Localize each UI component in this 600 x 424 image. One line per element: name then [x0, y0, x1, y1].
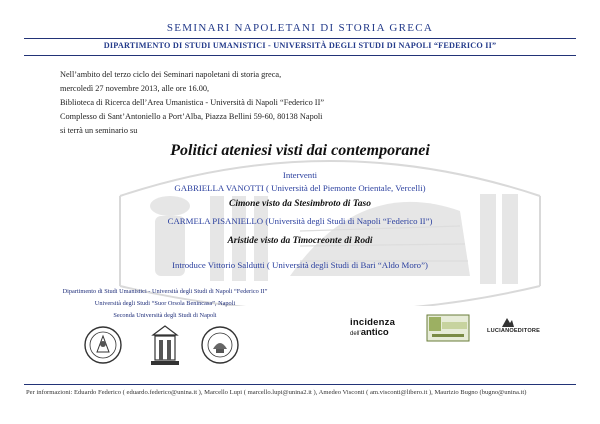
incidenza-logo-subline: dell’antico	[350, 327, 389, 338]
contact-information: Per informazioni: Eduardo Federico ( eduardo.federico@unina.it ), Marcello Lupi ( marcello.lupi@unina2.it ), Amedeo Visconti ( am.visconti@libero.it ), Maurizio Bugno (bugno@unina.it)	[26, 389, 527, 396]
seminar-title: Politici ateniesi visti dai contemporanei	[170, 142, 430, 159]
seminar-intro	[60, 68, 550, 138]
footer-rule	[24, 384, 576, 385]
header-rule-bottom	[24, 55, 576, 56]
suor-orsola-emblem-icon	[149, 323, 181, 367]
header-rule-top	[24, 38, 576, 39]
seconda-universita-seal-icon	[200, 325, 240, 365]
luciano-editore-mark-icon	[501, 316, 515, 328]
institution-federico-ii: Dipartimento di Studi Umanistici - Università degli Studi di Napoli “Federico II”	[62, 288, 268, 295]
intro-line-context: Nell’ambito del terzo ciclo dei Seminari napoletani di storia greca,	[60, 70, 282, 79]
luciano-editore-wordmark: LUCIANOEDITORE	[487, 328, 541, 334]
institution-seconda-universita: Seconda Università degli Studi di Napoli	[113, 312, 217, 319]
luciano-editore-logo	[487, 316, 547, 334]
institution-suor-orsola: Università degli Studi “Suor Orsola Benincasa”, Napoli	[94, 300, 236, 307]
incidenza-logo-word: incidenza	[350, 317, 396, 328]
federico-ii-seal-icon	[83, 325, 123, 365]
intro-line-venue: Biblioteca di Ricerca dell’Area Umanistica - Università di Napoli “Federico II”	[60, 98, 325, 107]
talk-aristide: Aristide visto da Timocreonte di Rodi	[227, 236, 373, 246]
intro-line-announcement: si terrà un seminario su	[60, 126, 138, 135]
seminar-series-title: SEMINARI NAPOLETANI DI STORIA GRECA	[166, 22, 434, 34]
intro-line-address: Complesso di Sant’Antoniello a Port’Alba, Piazza Bellini 59-60, 80138 Napoli	[60, 112, 323, 121]
speaker-pisaniello: CARMELA PISANIELLO (Università degli Studi di Napoli “Federico II”)	[167, 216, 433, 226]
speaker-vanotti: GABRIELLA VANOTTI ( Università del Piemonte Orientale, Vercelli)	[174, 183, 426, 193]
publisher-mark-icon	[426, 314, 470, 342]
interventi-label: Interventi	[282, 170, 318, 180]
introduction-saldutti: Introduce Vittorio Saldutti ( Università degli Studi di Bari “Aldo Moro”)	[172, 260, 428, 270]
talk-cimone: Cimone visto da Stesimbroto di Taso	[229, 199, 371, 209]
department-subtitle: DIPARTIMENTO DI STUDI UMANISTICI - UNIVERSITÀ DEGLI STUDI DI NAPOLI “FEDERICO II”	[103, 41, 497, 50]
intro-line-date: mercoledì 27 novembre 2013, alle ore 16.00,	[60, 84, 210, 93]
incidenza-antico-logo	[350, 317, 412, 338]
